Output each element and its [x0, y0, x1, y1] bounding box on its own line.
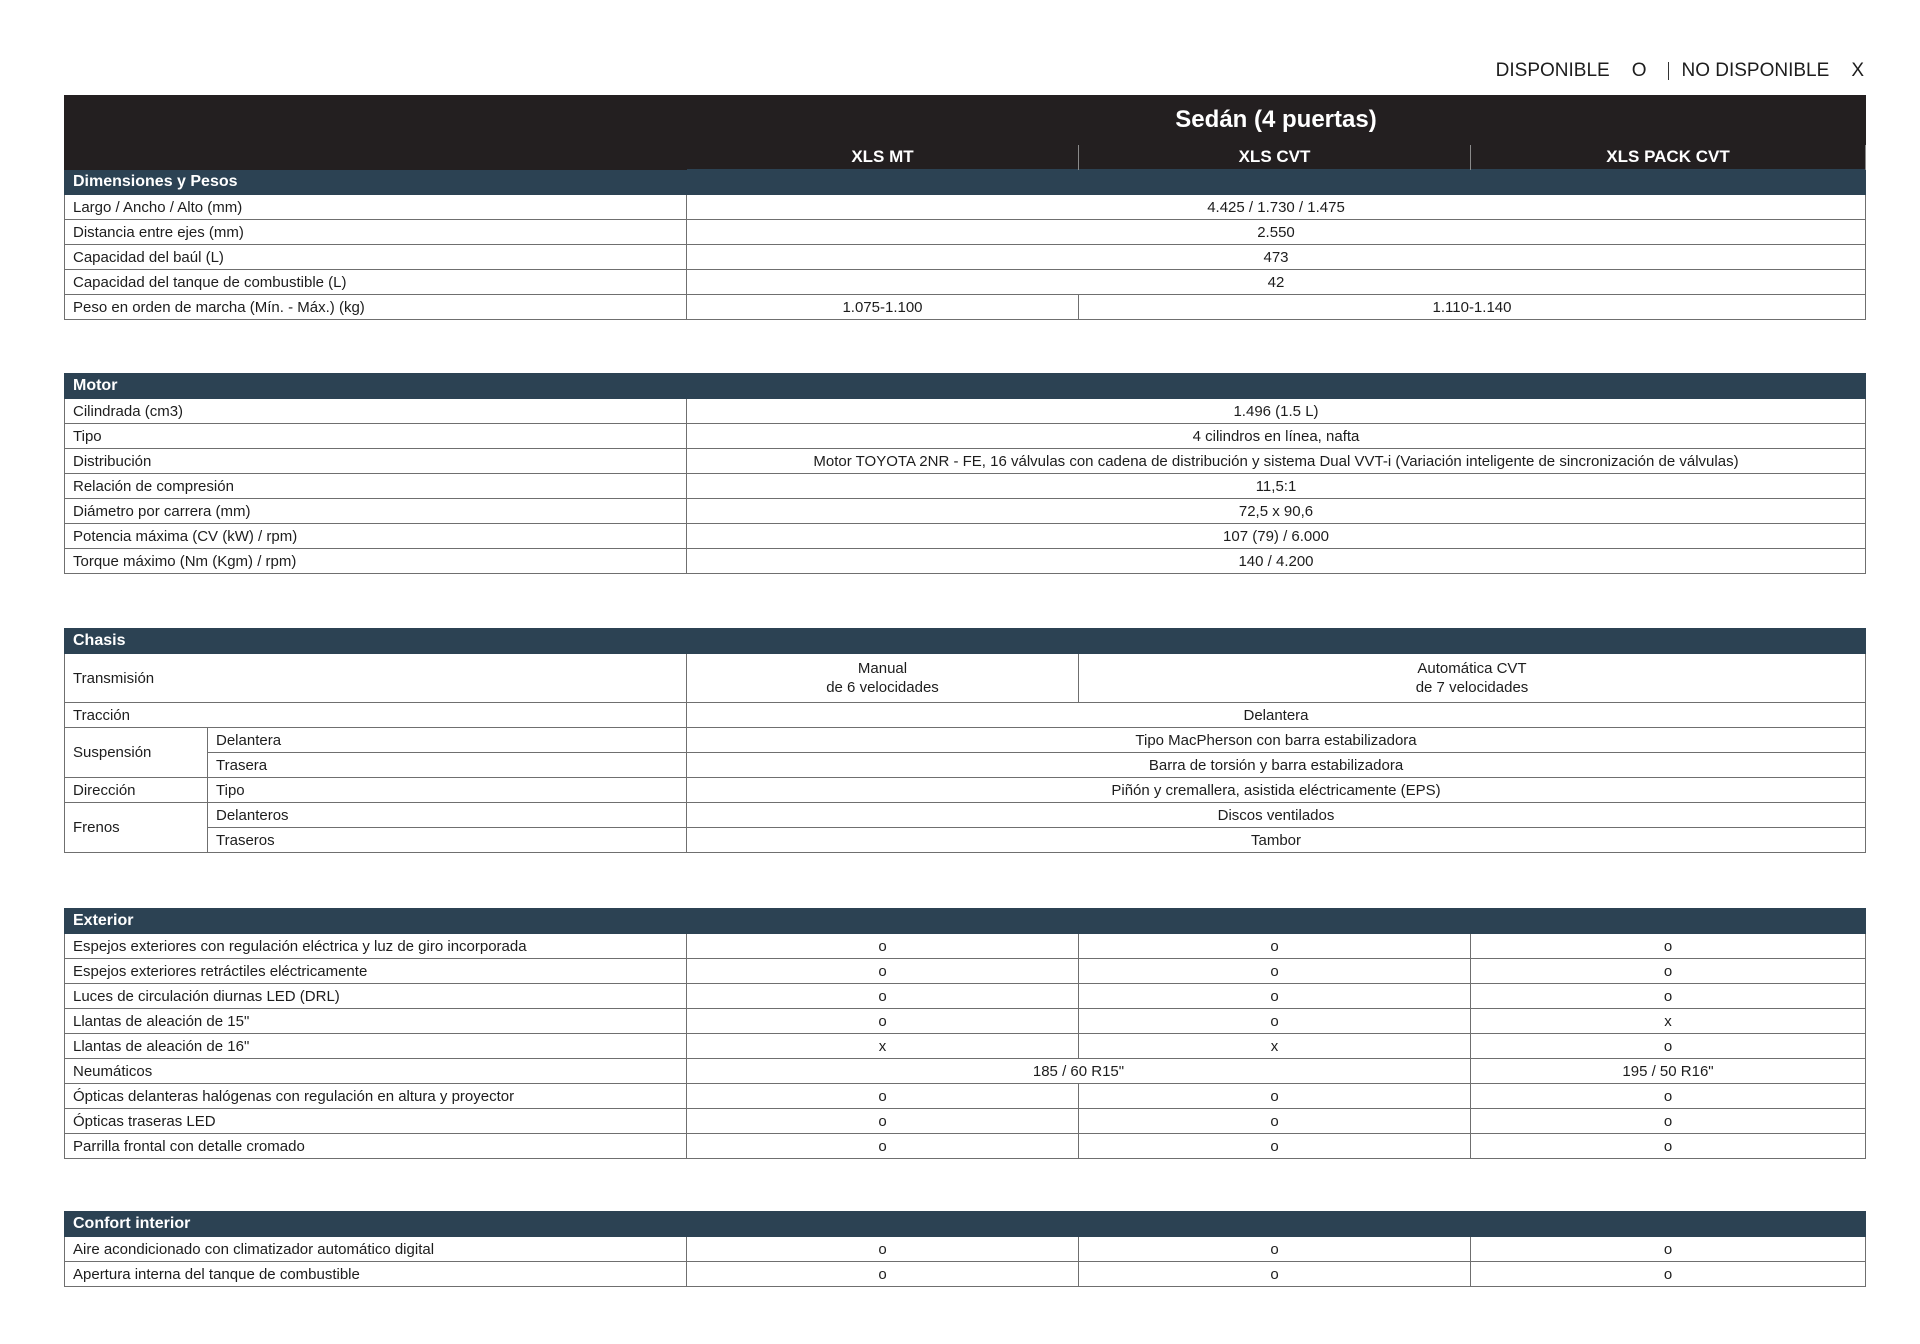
- row-sublabel: Delantera: [208, 728, 687, 753]
- tire-size-16: 195 / 50 R16": [1471, 1059, 1866, 1084]
- row-label: Frenos: [65, 803, 208, 853]
- table-row: [65, 245, 1866, 270]
- table-row: [65, 1034, 1866, 1059]
- row-label: Apertura interna del tanque de combustible: [65, 1262, 687, 1287]
- availability-legend: [1496, 60, 1864, 82]
- table-row: [65, 728, 1866, 753]
- availability-mark: o: [1471, 934, 1866, 959]
- availability-mark: x: [687, 1034, 1079, 1059]
- availability-mark: o: [1471, 984, 1866, 1009]
- row-value-xls-mt: 1.075-1.100: [687, 295, 1079, 320]
- transmission-manual-line1: Manual: [857, 660, 908, 677]
- row-value: 72,5 x 90,6: [687, 499, 1866, 524]
- availability-mark: o: [1079, 1084, 1471, 1109]
- availability-mark: o: [687, 959, 1079, 984]
- body-type-title: Sedán (4 puertas): [687, 96, 1866, 145]
- row-label: Distancia entre ejes (mm): [65, 220, 687, 245]
- table-row: [65, 984, 1866, 1009]
- row-value: 42: [687, 270, 1866, 295]
- table-row: [65, 295, 1866, 320]
- table-row: [65, 1009, 1866, 1034]
- row-label: Peso en orden de marcha (Mín. - Máx.) (kg): [65, 295, 687, 320]
- availability-mark: o: [687, 1109, 1079, 1134]
- motor-table: [64, 373, 1866, 574]
- availability-mark: o: [687, 1237, 1079, 1262]
- availability-mark: o: [1079, 1262, 1471, 1287]
- row-sublabel: Trasera: [208, 753, 687, 778]
- row-label: Tipo: [65, 424, 687, 449]
- row-label: Luces de circulación diurnas LED (DRL): [65, 984, 687, 1009]
- row-label: Espejos exteriores retráctiles eléctricamente: [65, 959, 687, 984]
- table-row: [65, 399, 1866, 424]
- table-row: [65, 959, 1866, 984]
- section-title-dimensiones: Dimensiones y Pesos: [65, 170, 1866, 195]
- availability-mark: o: [1471, 1262, 1866, 1287]
- row-label: Relación de compresión: [65, 474, 687, 499]
- row-label: Ópticas delanteras halógenas con regulación en altura y proyector: [65, 1084, 687, 1109]
- row-value: Piñón y cremallera, asistida eléctricamente (EPS): [687, 778, 1866, 803]
- table-row: [65, 499, 1866, 524]
- section-title-chasis: Chasis: [65, 629, 1866, 654]
- availability-mark: o: [1079, 1009, 1471, 1034]
- table-row: [65, 828, 1866, 853]
- row-label: Cilindrada (cm3): [65, 399, 687, 424]
- confort-table: [64, 1211, 1866, 1287]
- availability-mark: o: [687, 984, 1079, 1009]
- exterior-table: [64, 908, 1866, 1159]
- row-label: Potencia máxima (CV (kW) / rpm): [65, 524, 687, 549]
- table-row: [65, 1237, 1866, 1262]
- row-label: Capacidad del baúl (L): [65, 245, 687, 270]
- availability-mark: o: [687, 1134, 1079, 1159]
- table-row: [65, 1134, 1866, 1159]
- availability-mark: o: [1079, 959, 1471, 984]
- version-header-xls-mt: XLS MT: [687, 145, 1079, 170]
- availability-mark: o: [1471, 1084, 1866, 1109]
- table-row: [65, 1262, 1866, 1287]
- row-value: 473: [687, 245, 1866, 270]
- row-label: Llantas de aleación de 15": [65, 1009, 687, 1034]
- availability-mark: o: [1471, 1134, 1866, 1159]
- row-value: 140 / 4.200: [687, 549, 1866, 574]
- table-row: [65, 778, 1866, 803]
- row-sublabel: Tipo: [208, 778, 687, 803]
- row-label: Torque máximo (Nm (Kgm) / rpm): [65, 549, 687, 574]
- row-label: Transmisión: [65, 654, 687, 703]
- availability-mark: o: [687, 934, 1079, 959]
- availability-mark: o: [1471, 1109, 1866, 1134]
- row-value: 107 (79) / 6.000: [687, 524, 1866, 549]
- row-value: Discos ventilados: [687, 803, 1866, 828]
- dimensiones-table: [64, 95, 1866, 320]
- row-label: Espejos exteriores con regulación eléctrica y luz de giro incorporada: [65, 934, 687, 959]
- table-row: [65, 524, 1866, 549]
- availability-mark: x: [1079, 1034, 1471, 1059]
- table-row: [65, 703, 1866, 728]
- legend-divider: [1668, 62, 1669, 80]
- table-row: [65, 474, 1866, 499]
- row-value: 4 cilindros en línea, nafta: [687, 424, 1866, 449]
- table-row: [65, 1109, 1866, 1134]
- row-value-cvt: 1.110-1.140: [1079, 295, 1866, 320]
- row-value: 1.496 (1.5 L): [687, 399, 1866, 424]
- row-label: Tracción: [65, 703, 687, 728]
- tire-size-15: 185 / 60 R15": [687, 1059, 1471, 1084]
- table-row: [65, 1084, 1866, 1109]
- row-label: Diámetro por carrera (mm): [65, 499, 687, 524]
- table-row: [65, 424, 1866, 449]
- header-blank-cell: [65, 96, 687, 170]
- section-title-confort: Confort interior: [65, 1212, 1866, 1237]
- availability-mark: o: [1471, 1034, 1866, 1059]
- availability-mark: o: [687, 1009, 1079, 1034]
- row-value: Tambor: [687, 828, 1866, 853]
- availability-mark: o: [1471, 959, 1866, 984]
- table-row: [65, 270, 1866, 295]
- transmission-auto-line1: Automática CVT: [1417, 660, 1527, 677]
- table-row: [65, 753, 1866, 778]
- table-row: [65, 654, 1866, 703]
- table-row: [65, 549, 1866, 574]
- row-label: Distribución: [65, 449, 687, 474]
- availability-mark: o: [687, 1084, 1079, 1109]
- row-label: Aire acondicionado con climatizador automático digital: [65, 1237, 687, 1262]
- row-value: Tipo MacPherson con barra estabilizadora: [687, 728, 1866, 753]
- availability-mark: o: [687, 1262, 1079, 1287]
- row-value: Motor TOYOTA 2NR - FE, 16 válvulas con cadena de distribución y sistema Dual VVT-i (Variación inteligente de sincronización de válvulas): [687, 449, 1866, 474]
- transmission-manual: [687, 654, 1079, 703]
- availability-mark: o: [1079, 1134, 1471, 1159]
- row-label: Dirección: [65, 778, 208, 803]
- row-label: Capacidad del tanque de combustible (L): [65, 270, 687, 295]
- transmission-manual-line2: de 6 velocidades: [826, 679, 939, 696]
- transmission-automatic: [1079, 654, 1866, 703]
- version-header-xls-cvt: XLS CVT: [1079, 145, 1471, 170]
- section-title-motor: Motor: [65, 374, 1866, 399]
- row-value: Barra de torsión y barra estabilizadora: [687, 753, 1866, 778]
- table-row: [65, 449, 1866, 474]
- availability-mark: o: [1079, 934, 1471, 959]
- chasis-table: [64, 628, 1866, 853]
- transmission-auto-line2: de 7 velocidades: [1415, 679, 1529, 696]
- row-label: Neumáticos: [65, 1059, 687, 1084]
- availability-mark: o: [1079, 1109, 1471, 1134]
- table-row: [65, 803, 1866, 828]
- row-value: 2.550: [687, 220, 1866, 245]
- legend-available-label: DISPONIBLE: [1495, 60, 1610, 81]
- availability-mark: o: [1079, 1237, 1471, 1262]
- table-row: [65, 1059, 1866, 1084]
- row-sublabel: Delanteros: [208, 803, 687, 828]
- table-row: [65, 195, 1866, 220]
- legend-unavailable-symbol: X: [1851, 60, 1864, 81]
- row-value: 4.425 / 1.730 / 1.475: [687, 195, 1866, 220]
- availability-mark: o: [1079, 984, 1471, 1009]
- row-label: Ópticas traseras LED: [65, 1109, 687, 1134]
- row-value: 11,5:1: [687, 474, 1866, 499]
- row-label: Llantas de aleación de 16": [65, 1034, 687, 1059]
- legend-available-symbol: O: [1631, 60, 1647, 81]
- row-sublabel: Traseros: [208, 828, 687, 853]
- row-value: Delantera: [687, 703, 1866, 728]
- availability-mark: x: [1471, 1009, 1866, 1034]
- table-row: [65, 934, 1866, 959]
- row-label: Parrilla frontal con detalle cromado: [65, 1134, 687, 1159]
- row-label: Largo / Ancho / Alto (mm): [65, 195, 687, 220]
- row-label: Suspensión: [65, 728, 208, 778]
- availability-mark: o: [1471, 1237, 1866, 1262]
- section-title-exterior: Exterior: [65, 909, 1866, 934]
- version-header-xls-pack-cvt: XLS PACK CVT: [1471, 145, 1866, 170]
- legend-unavailable-label: NO DISPONIBLE: [1681, 60, 1830, 81]
- table-row: [65, 220, 1866, 245]
